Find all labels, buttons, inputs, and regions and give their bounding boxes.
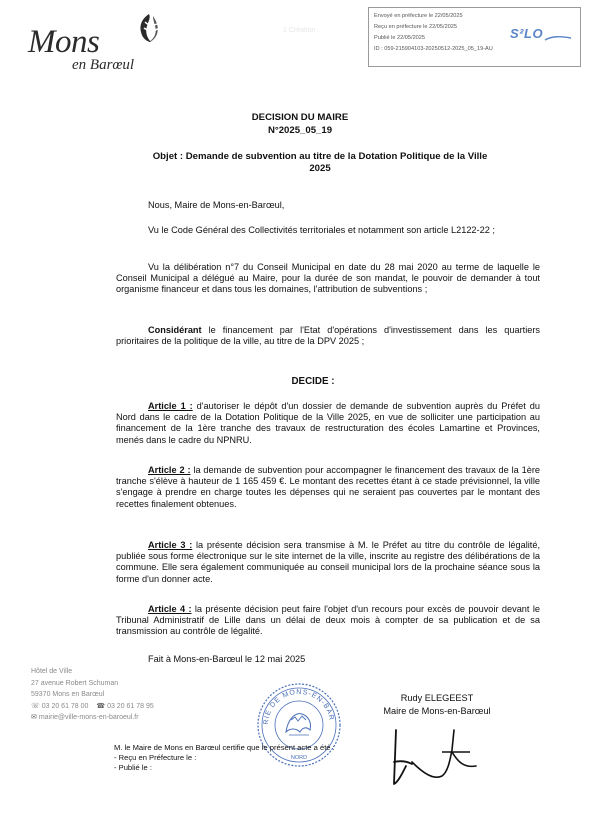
- prefecture-receipt-stamp: [368, 7, 581, 67]
- certification-published: - Publié le :: [114, 763, 152, 772]
- article-4-text: la présente décision peut faire l'objet d'un recours pour excès de pouvoir devant le Tribunal Administratif de Lille dans un délai de deux mois à compter de sa publication et de sa transmission au contrôle de légalité.: [116, 604, 540, 637]
- phone-icon: ☏: [31, 702, 40, 710]
- signatory-name: Rudy ELEGEEST: [400, 693, 474, 703]
- logo-sub-text: en Barœul: [72, 57, 135, 73]
- article-1-text: d'autoriser le dépôt d'un dossier de demande de subvention auprès du Préfet du Nord dans le cadre de la Dotation Politique de la Ville 2025, en vue de solliciter une participation au financement de la 1ère tranche des travaux de restructuration des écoles Lamartine et Provinces, menés dans le cadre du NPNRU.: [116, 401, 540, 445]
- stamp-sent-line: Envoyé en préfecture le 22/05/2025: [374, 13, 463, 19]
- seal-text: RIE DE MONS-EN-BAR: [262, 688, 335, 725]
- article-4-label: Article 4 :: [148, 604, 192, 614]
- s2lo-brand: S²LO: [510, 26, 544, 41]
- article-1: [116, 401, 540, 446]
- city-hall-address: [31, 666, 231, 724]
- logo-emblem-icon: [135, 12, 163, 44]
- article-3-label: Article 3 :: [148, 540, 193, 550]
- greeting: Nous, Maire de Mons-en-Barœul,: [148, 200, 285, 210]
- decision-heading: DECISION DU MAIRE: [251, 112, 349, 123]
- stamp-id-line: ID : 059-215904103-20250512-2025_05_19-AU: [374, 46, 493, 52]
- stamp-received-line: Reçu en préfecture le 22/05/2025: [374, 24, 458, 30]
- faint-mark: 1 Création: [283, 27, 316, 34]
- address-phones: [31, 701, 231, 713]
- article-2: [116, 465, 540, 510]
- object-year: 2025: [309, 163, 331, 174]
- address-fax: 03 20 61 78 95: [107, 702, 154, 710]
- address-email-row: [31, 712, 231, 724]
- vu-code: [116, 225, 540, 236]
- certification-block: [114, 743, 414, 773]
- seal-bottom: NORD: [290, 755, 308, 761]
- done-at: Fait à Mons-en-Barœul le 12 mai 2025: [148, 654, 306, 664]
- decide-heading: DECIDE :: [291, 376, 335, 387]
- decision-title: [200, 112, 400, 137]
- object-text: Objet : Demande de subvention au titre de la Dotation Politique de la Ville: [152, 151, 488, 162]
- decision-number: N°2025_05_19: [267, 124, 333, 136]
- email-icon: ✉: [31, 714, 37, 721]
- vu-deliberation: [116, 262, 540, 296]
- vu-deliberation-text: Vu la délibération n°7 du Conseil Municipal en date du 28 mai 2020 au terme de laquelle le Conseil Municipal a délégué au Maire, pour la durée de son mandat, le pouvoir de demander à tout organisme financeur et dans tous les domaines, l'attribution de subventions ;: [116, 262, 540, 295]
- article-4: [116, 604, 540, 638]
- logo-main-text: Mons: [28, 24, 100, 60]
- address-phone: 03 20 61 78 00: [41, 702, 89, 710]
- seal-crest-icon: [286, 714, 311, 732]
- article-2-text: la demande de subvention pour accompagner le financement des travaux de la 1ère tranche s'élève à hauteur de 1 165 459 €. Le montant des recettes étant à ce stade prévisionnel, la ville s'engage à prendre en charge toutes les dépenses qui ne seraient pas couvertes par le montant des recettes finalement obtenues.: [116, 465, 541, 509]
- considerant: [116, 325, 540, 347]
- article-3: [116, 540, 540, 585]
- address-email: mairie@ville-mons-en-baroeul.fr: [38, 714, 139, 721]
- article-2-label: Article 2 :: [148, 465, 191, 475]
- article-3-text: la présente décision sera transmise à M. le Préfet au titre du contrôle de légalité, publiée sous forme électronique sur le site internet de la ville, inscrite au registre des délibérations de la commune. Elle sera également communiquée au conseil municipal lors de la prochaine séance sous la forme d'un donner acte.: [116, 540, 540, 584]
- s2lo-swoosh-icon: [544, 34, 572, 44]
- certification-statement: M. le Maire de Mons en Barœul certifie que le présent acte a été :: [114, 743, 335, 752]
- article-1-label: Article 1 :: [148, 401, 193, 411]
- stamp-published-line: Publié le 22/05/2025: [374, 35, 426, 41]
- signatory-block: [357, 692, 517, 718]
- mons-logo: [28, 12, 168, 78]
- considerant-label: Considérant: [148, 325, 202, 335]
- certification-received: - Reçu en Préfecture le :: [114, 753, 197, 762]
- address-postcode: 59370 Mons en Barœul: [31, 691, 105, 698]
- address-street: 27 avenue Robert Schuman: [31, 679, 119, 687]
- address-title: Hôtel de Ville: [31, 668, 73, 675]
- considerant-text: le financement par l'Etat d'opérations d'investissement dans les quartiers prioritaires de la politique de la ville, au titre de la DPV 2025 ;: [116, 325, 540, 347]
- fax-icon: ☎: [96, 702, 106, 710]
- object-line: [108, 151, 532, 175]
- signatory-title: Maire de Mons-en-Barœul: [383, 706, 491, 716]
- vu-code-text: Vu le Code Général des Collectivités territoriales et notamment son article L2122-22 ;: [148, 225, 495, 235]
